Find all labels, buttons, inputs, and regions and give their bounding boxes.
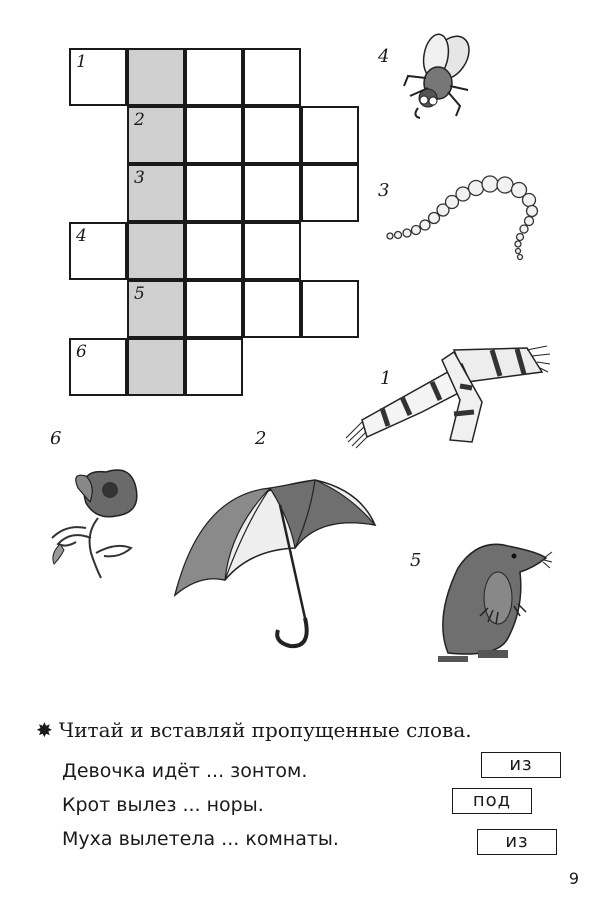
picture-label: 1: [380, 368, 392, 389]
clue-number: 2: [134, 110, 145, 130]
crossword-cell[interactable]: [185, 164, 243, 222]
crossword-cell-highlight[interactable]: [127, 222, 185, 280]
picture-label: 6: [50, 428, 62, 449]
picture-label: 3: [378, 180, 390, 201]
crossword-cell[interactable]: [185, 280, 243, 338]
scarf-icon: [342, 342, 552, 452]
picture-label: 4: [378, 46, 390, 67]
umbrella-icon: [170, 470, 380, 655]
crossword-cell-highlight[interactable]: [127, 48, 185, 106]
crossword-cell-highlight[interactable]: [127, 338, 185, 396]
page-number: 9: [568, 869, 579, 888]
crossword-cell[interactable]: [185, 106, 243, 164]
clue-number: 1: [76, 52, 87, 72]
crossword-cell-highlight[interactable]: [127, 106, 185, 164]
clue-number: 3: [134, 168, 145, 188]
sentence-1: Девочка идёт ... зонтом.: [62, 760, 308, 782]
crossword-cell-highlight[interactable]: [127, 280, 185, 338]
poppy-flower-icon: [46, 458, 156, 583]
crossword-cell[interactable]: [243, 48, 301, 106]
sentence-2: Крот вылез ... норы.: [62, 794, 264, 816]
clue-number: 6: [76, 342, 87, 362]
task-instruction: [36, 718, 472, 742]
crossword-cell-highlight[interactable]: [127, 164, 185, 222]
beads-icon: [382, 168, 542, 263]
clue-number: 5: [134, 284, 145, 304]
answer-box-2[interactable]: под: [452, 788, 532, 814]
crossword-cell[interactable]: [69, 48, 127, 106]
answer-box-3[interactable]: из: [477, 829, 557, 855]
clue-number: 4: [76, 226, 87, 246]
star-icon: ✸: [36, 718, 53, 742]
picture-label: 2: [255, 428, 267, 449]
instruction-text: Читай и вставляй пропущенные слова.: [58, 718, 472, 742]
sentence-3: Муха вылетела ... комнаты.: [62, 828, 339, 850]
answer-box-1[interactable]: из: [481, 752, 561, 778]
crossword-cell[interactable]: [185, 48, 243, 106]
crossword-cell[interactable]: [301, 280, 359, 338]
crossword-cell[interactable]: [185, 222, 243, 280]
crossword-cell[interactable]: [243, 222, 301, 280]
crossword-cell[interactable]: [243, 164, 301, 222]
fly-icon: [398, 28, 488, 123]
mole-icon: [428, 528, 553, 663]
crossword-cell[interactable]: [185, 338, 243, 396]
crossword-cell[interactable]: [243, 280, 301, 338]
crossword-cell[interactable]: [301, 106, 359, 164]
crossword-cell[interactable]: [243, 106, 301, 164]
crossword-cell[interactable]: [69, 222, 127, 280]
crossword-cell[interactable]: [301, 164, 359, 222]
crossword-cell[interactable]: [69, 338, 127, 396]
picture-label: 5: [410, 550, 422, 571]
